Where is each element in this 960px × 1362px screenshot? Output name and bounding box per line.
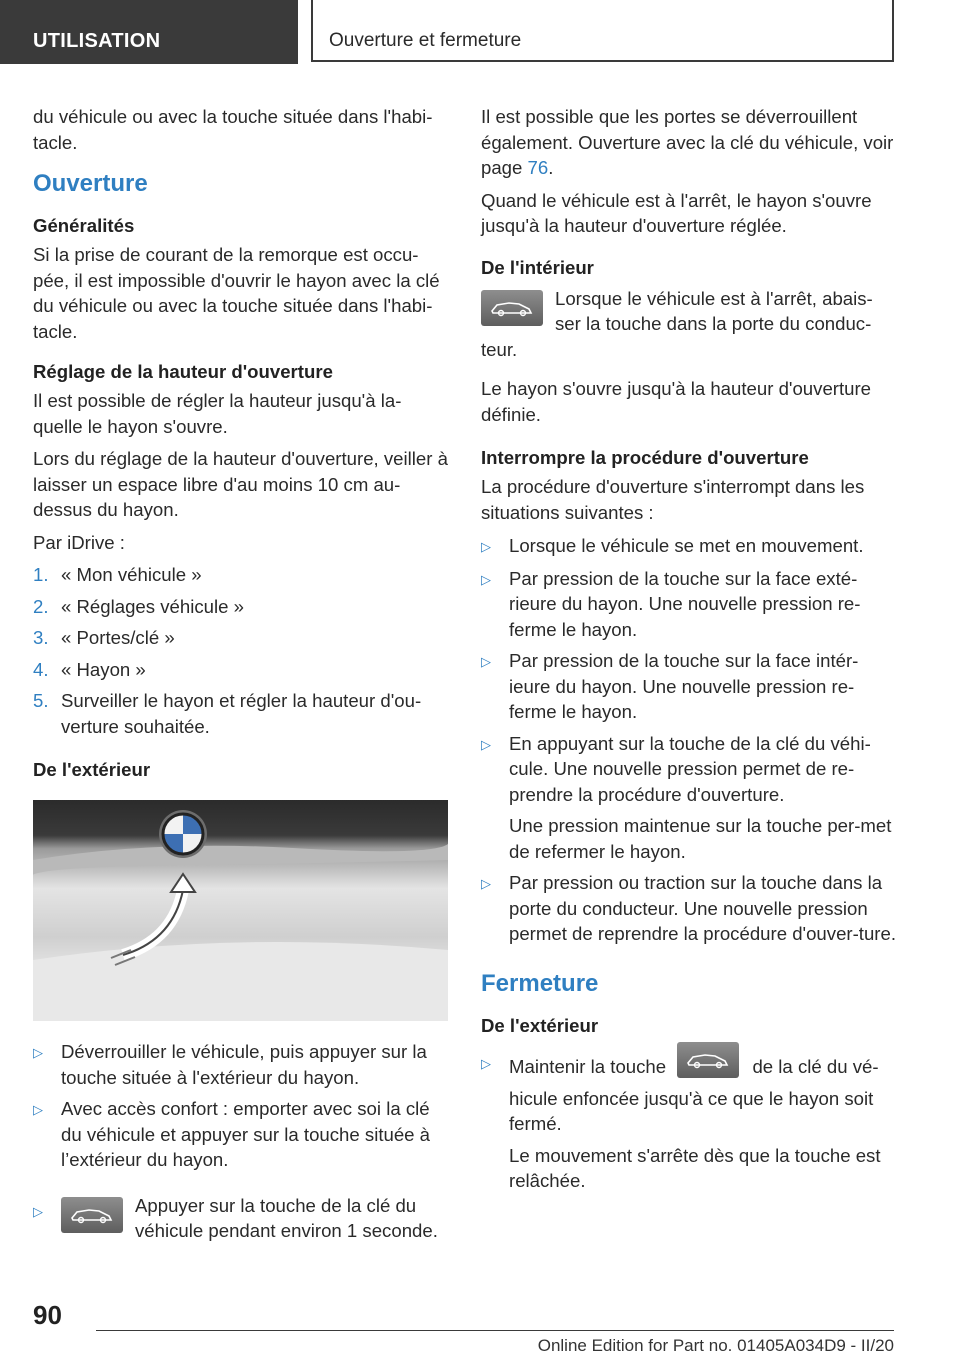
heading-exterieur: De l'extérieur — [33, 759, 151, 780]
step-number: 1. — [33, 564, 49, 585]
interieur-text-2: Le hayon s'ouvre jusqu'à la hauteur d'ouverture définie. — [481, 378, 872, 425]
interrompre-list — [481, 533, 896, 947]
triangle-bullet-icon: ▷ — [481, 736, 491, 752]
fermeture-list — [481, 1050, 896, 1194]
tailgate-key-icon — [481, 290, 543, 326]
list-item — [33, 688, 448, 739]
step-number: 3. — [33, 627, 49, 648]
bullet-text: Par pression ou traction sur la touche dans la porte du conducteur. Une nouvelle pression permet de reprendre la procédure d'ouver-ture. — [509, 872, 897, 944]
chapter-tab — [311, 0, 894, 62]
list-item — [481, 648, 896, 725]
tailgate-button-photo — [33, 800, 448, 1021]
interieur-text: Lorsque le véhicule est à l'arrêt, abais-ser la touche dans la porte du conduc-teur. — [481, 287, 873, 360]
bullet-text: Par pression de la touche sur la face exté-rieure du hayon. Une nouvelle pression re-ferme le hayon. — [509, 567, 861, 640]
triangle-bullet-icon: ▷ — [481, 654, 491, 669]
heading-generalites: Généralités — [33, 215, 135, 236]
page-link[interactable]: 76 — [527, 157, 549, 178]
triangle-bullet-icon: ▷ — [33, 1045, 43, 1060]
heading-reglage: Réglage de la hauteur d'ouverture — [33, 361, 333, 382]
tailgate-illustration — [33, 800, 448, 1021]
interrompre-text: La procédure d'ouverture s'interrompt dans les situations suivantes : — [481, 476, 865, 523]
edition-note: Online Edition for Part no. 01405A034D9 - II/20 — [537, 1336, 894, 1355]
list-item — [33, 1193, 448, 1244]
section-title: UTILISATION — [33, 30, 161, 52]
list-item — [33, 625, 448, 651]
intro-text: Il est possible que les portes se déverrouillent également. Ouverture avec la clé du véhicule, voir page — [481, 106, 894, 178]
step-text: Surveiller le hayon et régler la hauteur d'ou-verture souhaitée. — [61, 690, 422, 737]
triangle-bullet-icon: ▷ — [33, 1203, 43, 1219]
list-item — [481, 731, 896, 808]
triangle-bullet-icon: ▷ — [481, 1055, 491, 1071]
triangle-bullet-icon: ▷ — [481, 571, 491, 587]
bullet-text: Déverrouiller le véhicule, puis appuyer sur la touche située à l'extérieur du hayon. — [61, 1041, 427, 1088]
heading-interieur: De l'intérieur — [481, 256, 594, 278]
list-item — [33, 1096, 448, 1173]
heading-ouverture: Ouverture — [33, 170, 148, 197]
reglage-text-2: Lors du réglage de la hauteur d'ouverture, veiller à laisser un espace libre d'au moins 10 cm au-dessus du hayon. — [33, 448, 448, 520]
step-text: « Mon véhicule » — [61, 564, 202, 585]
intro-end: . — [548, 157, 554, 178]
exterieur-list — [33, 1039, 448, 1244]
bullet-continuation: Une pression maintenue sur la touche per-met de refermer le hayon. — [509, 815, 892, 862]
section-tab — [0, 0, 298, 64]
tailgate-key-icon — [677, 1042, 739, 1078]
page-number: 90 — [33, 1300, 62, 1330]
right-intro-2: Quand le véhicule est à l'arrêt, le hayon s'ouvre jusqu'à la hauteur d'ouverture réglée. — [481, 189, 872, 236]
bullet-text: Avec accès confort : emporter avec soi la clé du véhicule et appuyer sur la touche située à l’extérieur du hayon. — [61, 1098, 431, 1170]
reglage-text-1: Il est possible de régler la hauteur jusqu'à la-quelle le hayon s'ouvre. — [33, 390, 402, 437]
step-text: « Hayon » — [61, 658, 146, 680]
heading-interrompre: Interrompre la procédure d'ouverture — [481, 447, 809, 468]
step-number: 2. — [33, 595, 49, 617]
key-bullet-text: Appuyer sur la touche de la clé du véhicule pendant environ 1 seconde. — [135, 1194, 438, 1241]
tailgate-key-icon — [61, 1197, 123, 1233]
idrive-steps — [33, 562, 448, 739]
list-item — [481, 566, 896, 643]
step-number: 5. — [33, 690, 49, 711]
step-text: « Réglages véhicule » — [61, 595, 244, 617]
step-number: 4. — [33, 658, 49, 680]
list-item — [33, 562, 448, 588]
heading-exterieur-2: De l'extérieur — [481, 1014, 599, 1036]
right-column — [481, 104, 896, 1200]
list-item — [33, 657, 448, 683]
step-text: « Portes/clé » — [61, 627, 175, 648]
list-item — [481, 1050, 896, 1137]
right-intro — [481, 104, 896, 181]
fermeture-text — [509, 1050, 896, 1137]
list-item — [481, 533, 896, 560]
list-item — [481, 870, 896, 947]
footer-divider — [96, 1330, 894, 1331]
fermeture-pre: Maintenir la touche — [509, 1055, 667, 1077]
triangle-bullet-icon: ▷ — [481, 539, 491, 554]
left-intro: du véhicule ou avec la touche située dans l'habi-tacle. — [33, 106, 433, 153]
triangle-bullet-icon: ▷ — [33, 1102, 43, 1117]
interieur-block — [481, 286, 896, 363]
idrive-label: Par iDrive : — [33, 531, 125, 553]
left-column — [33, 104, 448, 1250]
bullet-continuation: Le mouvement s'arrête dès que la touche est relâchée. — [509, 1144, 881, 1191]
bullet-text: Lorsque le véhicule se met en mouvement. — [509, 535, 864, 556]
bullet-text: Par pression de la touche sur la face intér-ieure du hayon. Une nouvelle pression re-ferme le hayon. — [509, 650, 859, 722]
bullet-text: En appuyant sur la touche de la clé du véhi-cule. Une nouvelle pression permet de re-prendre la procédure d'ouverture. — [509, 732, 871, 805]
triangle-bullet-icon: ▷ — [481, 876, 491, 891]
heading-fermeture: Fermeture — [481, 969, 599, 997]
list-item — [33, 594, 448, 620]
chapter-title: Ouverture et fermeture — [329, 30, 522, 51]
fermeture-post: de la clé du vé-hicule enfoncée jusqu'à ce que le hayon soit fermé. — [509, 1055, 879, 1134]
list-item — [33, 1039, 448, 1090]
generalites-text: Si la prise de courant de la remorque est occu-pée, il est impossible d'ouvrir le hayon avec la clé du véhicule ou avec la touche située dans l'habi-tacle. — [33, 244, 440, 342]
